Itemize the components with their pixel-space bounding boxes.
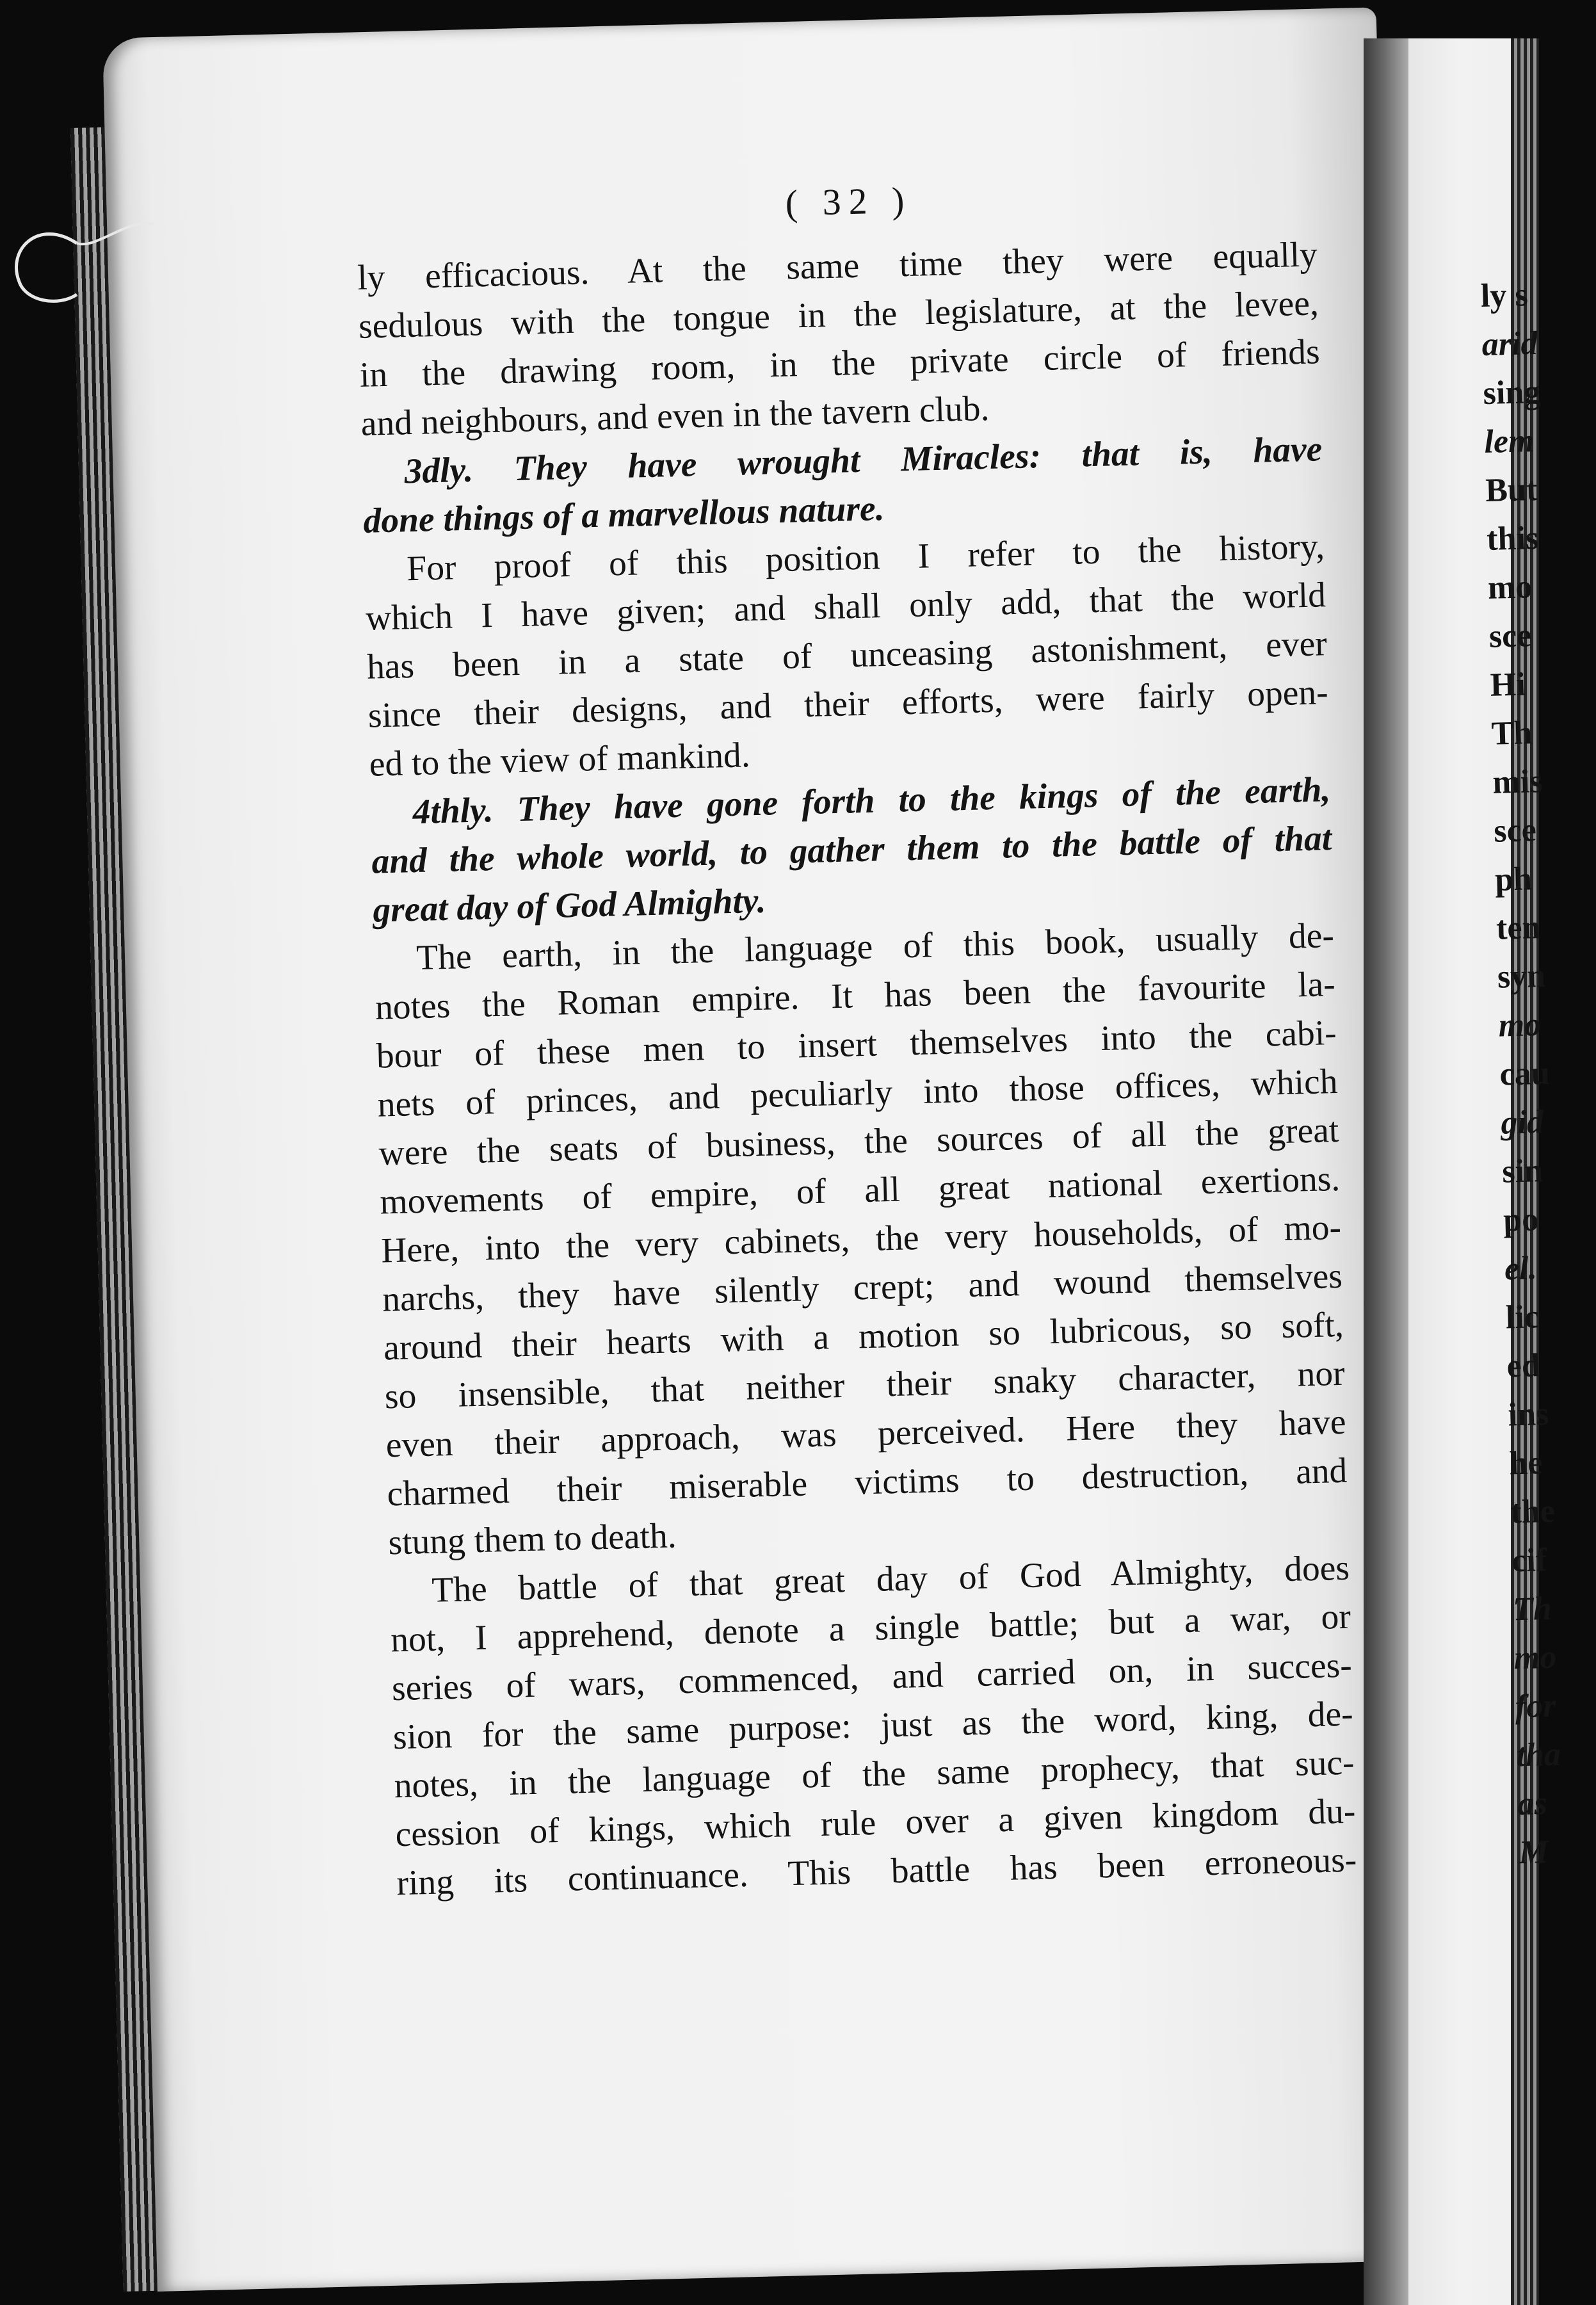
- right-page-fragment: for: [1515, 1687, 1557, 1726]
- text-line: For proof of this position I refer to the history,: [406, 527, 1325, 589]
- right-page-fragment: M: [1518, 1834, 1549, 1872]
- text-line: has been in a state of unceasing astonishment, ever: [366, 624, 1328, 687]
- margin-mark: [0, 205, 96, 320]
- text-line: notes the Roman empire. It has been the favourite la-: [375, 964, 1336, 1028]
- text-line: series of wars, commenced, and carried on, in succes-: [391, 1646, 1353, 1709]
- text-line: sedulous with the tongue in the legislature, at the levee,: [358, 284, 1319, 346]
- text-line: bour of these men to insert themselves into the cabi-: [376, 1013, 1337, 1076]
- heading-line: done things of a marvellous nature.: [362, 489, 885, 541]
- text-line: were the seats of business, the sources of all the great: [378, 1110, 1340, 1174]
- right-page-fragment: But: [1485, 471, 1538, 509]
- right-page-fragment: ly s: [1480, 277, 1529, 314]
- right-page-fragment: he: [1508, 1444, 1544, 1482]
- right-page-fragment: Hi: [1490, 666, 1526, 704]
- text-line: nets of princes, and peculiarly into those offices, which: [377, 1062, 1339, 1125]
- text-line: ed to the view of mankind.: [369, 736, 751, 784]
- text-line: charmed their miserable victims to destruction, and: [386, 1451, 1348, 1514]
- right-page-fragment: ph: [1494, 861, 1533, 898]
- heading-line: and the whole world, to gather them to the battle of that: [371, 819, 1332, 882]
- right-page-fragment: Th: [1490, 715, 1533, 752]
- text-line: ring its continuance. This battle has been erroneous-: [396, 1840, 1357, 1904]
- right-page-fragment: mis: [1492, 763, 1544, 801]
- right-page-fragment: gid: [1500, 1103, 1544, 1142]
- right-page-fragment: sce: [1493, 812, 1537, 850]
- right-page-fragment: this: [1486, 519, 1539, 558]
- heading-line: 3dly. They have wrought Miracles: that is, have: [403, 430, 1323, 492]
- right-page-fragment: Th: [1512, 1590, 1552, 1628]
- page-number: ( 32 ): [784, 179, 913, 224]
- text-line: and neighbours, and even in the tavern club.: [360, 389, 990, 444]
- right-page-fragment: sing: [1482, 373, 1541, 412]
- right-page-fragment: mo: [1498, 1007, 1542, 1044]
- right-page-fragment: mo: [1487, 569, 1533, 606]
- text-line: ly efficacious. At the same time they were equally: [357, 235, 1318, 298]
- right-page-fragment: as: [1517, 1785, 1548, 1823]
- right-page-fragment: ten: [1495, 909, 1542, 947]
- right-page-fragment: po: [1503, 1201, 1539, 1239]
- text-line: in the drawing room, in the private circle of friends: [359, 332, 1321, 395]
- text-line: Here, into the very cabinets, the very households, of mo-: [380, 1208, 1342, 1271]
- text-line: around their hearts with a motion so lubricous, so soft,: [383, 1305, 1344, 1368]
- right-page-fragment: lic: [1505, 1298, 1540, 1336]
- right-page-fragment: sce: [1488, 617, 1532, 655]
- text-line: even their approach, was perceived. Here they have: [385, 1402, 1347, 1466]
- text-line: The battle of that great day of God Almighty, does: [431, 1548, 1350, 1610]
- text-line: since their designs, and their efforts, were fairly open-: [367, 673, 1329, 736]
- heading-line: 4thly. They have gone forth to the kings of the earth,: [412, 770, 1332, 832]
- text-line: cession of kings, which rule over a given kingdom du-: [394, 1791, 1357, 1855]
- right-page-fragment: cif: [1511, 1542, 1547, 1580]
- book-gutter: [1364, 38, 1415, 2305]
- right-page-fragment: ins: [1507, 1395, 1549, 1434]
- text-line: not, I apprehend, denote a single battle; but a war, or: [390, 1597, 1351, 1660]
- right-page-fragment: tha: [1515, 1736, 1561, 1774]
- right-page-fragment: lem: [1483, 423, 1535, 460]
- right-page-fragment: cau: [1499, 1055, 1551, 1093]
- right-page-fragment: mo: [1513, 1638, 1558, 1677]
- text-line: narchs, they have silently crept; and wound themselves: [382, 1256, 1343, 1320]
- right-page-fragment: el.: [1504, 1250, 1538, 1288]
- text-line: so insensible, that neither their snaky character, nor: [384, 1354, 1346, 1417]
- right-page-fragment: syn: [1497, 957, 1546, 996]
- text-line: notes, in the language of the same prophecy, that suc-: [394, 1743, 1355, 1806]
- text-line: stung them to death.: [387, 1516, 677, 1563]
- text-line: movements of empire, of all great national exertions.: [379, 1159, 1341, 1222]
- heading-line: great day of God Almighty.: [372, 881, 767, 930]
- text-line: sion for the same purpose: just as the word, king, de-: [392, 1694, 1354, 1758]
- right-page-fragment: ed: [1506, 1347, 1541, 1385]
- text-line: The earth, in the language of this book, usually de-: [415, 916, 1335, 978]
- text-line: which I have given; and shall only add, that the world: [365, 576, 1326, 638]
- page-text: [355, 168, 1357, 1908]
- right-page-fragment: the: [1510, 1492, 1556, 1531]
- right-page-fragment: arid: [1481, 325, 1538, 363]
- right-page-fragment: sin: [1501, 1152, 1544, 1190]
